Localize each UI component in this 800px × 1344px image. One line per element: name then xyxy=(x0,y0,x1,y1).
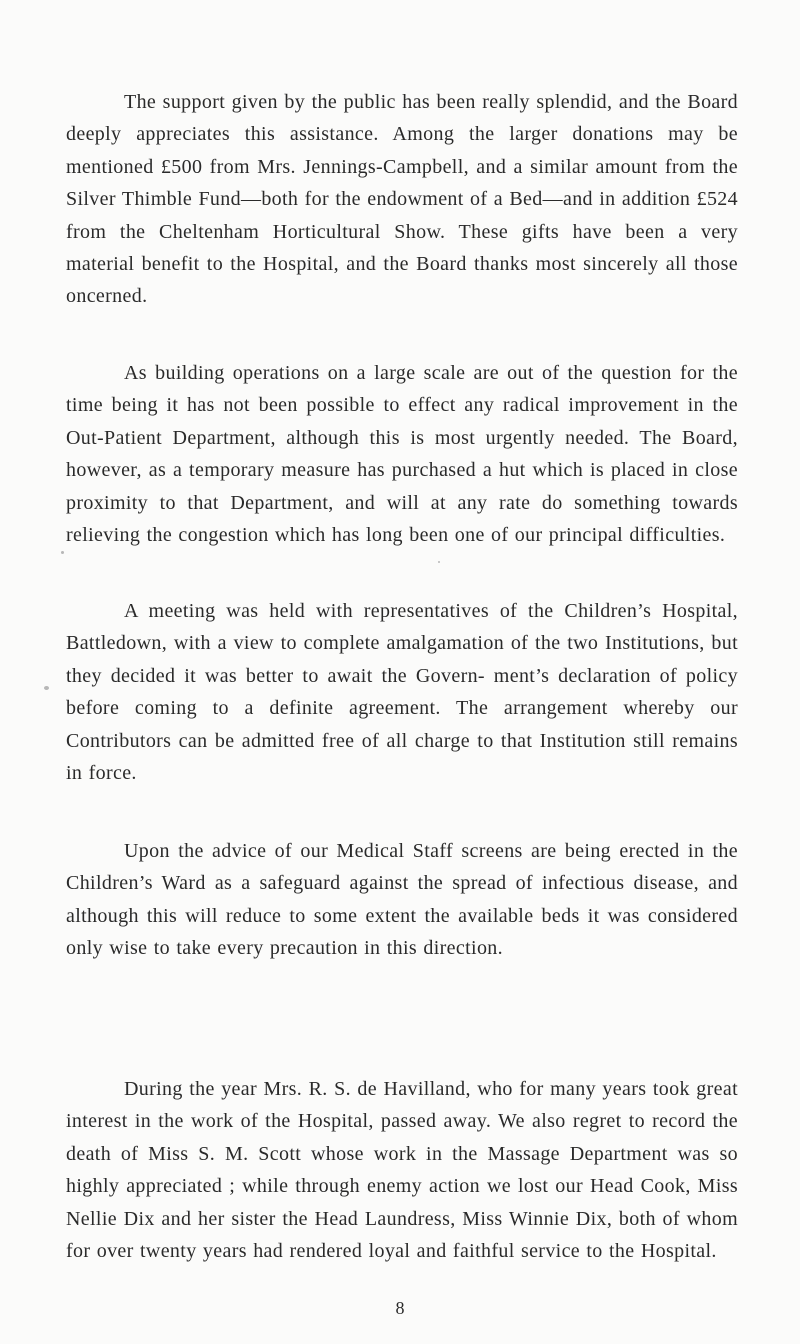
paper-speck xyxy=(61,551,64,554)
paragraph-building-operations: As building operations on a large scale are out of the question for the time being it has not been possible to effect any radical improvement in the Out-Patient Department, although this is most urgently needed. The Board, however, as a temporary measure has purchased a hut which is placed in close proximity to that Department, and will at any rate do something towards relieving the congestion which has long been one of our principal difficulties. xyxy=(66,362,738,547)
paragraph-medical-staff-screens: Upon the advice of our Medical Staff screens are being erected in the Children’s Ward as a safeguard against the spread of infectious disease, and although this will reduce to some extent the available beds it was considered only wise to take every precaution in this direction. xyxy=(66,840,738,960)
paragraph-public-support: The support given by the public has been really splendid, and the Board deeply appreciates this assistance. Among the larger donations may be mentioned £500 from Mrs. Jennings-Campbell, and a similar amount from the Silver Thimble Fund—both for the endowment of a Bed—and in addition £524 from the Cheltenham Horticultural Show. These gifts have been a very material benefit to the Hospital, and the Board thanks most sincerely all those oncerned. xyxy=(66,91,738,308)
paper-speck xyxy=(438,561,440,563)
paper-speck xyxy=(44,686,49,690)
paragraph-obituaries: During the year Mrs. R. S. de Havilland, who for many years took great interest in the work of the Hospital, passed away. We also regret to record the death of Miss S. M. Scott whose work in the Massage Department was so highly appreciated ; while through enemy action we lost our Head Cook, Miss Nellie Dix and her sister the Head Laundress, Miss Winnie Dix, both of whom for over twenty years had rendered loyal and faithful service to the Hospital. xyxy=(66,1078,738,1263)
paragraph-childrens-hospital-meeting: A meeting was held with representatives of the Children’s Hospital, Battledown, with a view to complete amalgamation of the two Institutions, but they decided it was better to await the Govern- ment’s declaration of policy before coming to a definite agreement. The arrangement whereby our Contributors can be admitted free of all charge to that Institution still remains in force. xyxy=(66,600,738,785)
page-number: 8 xyxy=(395,1298,405,1318)
